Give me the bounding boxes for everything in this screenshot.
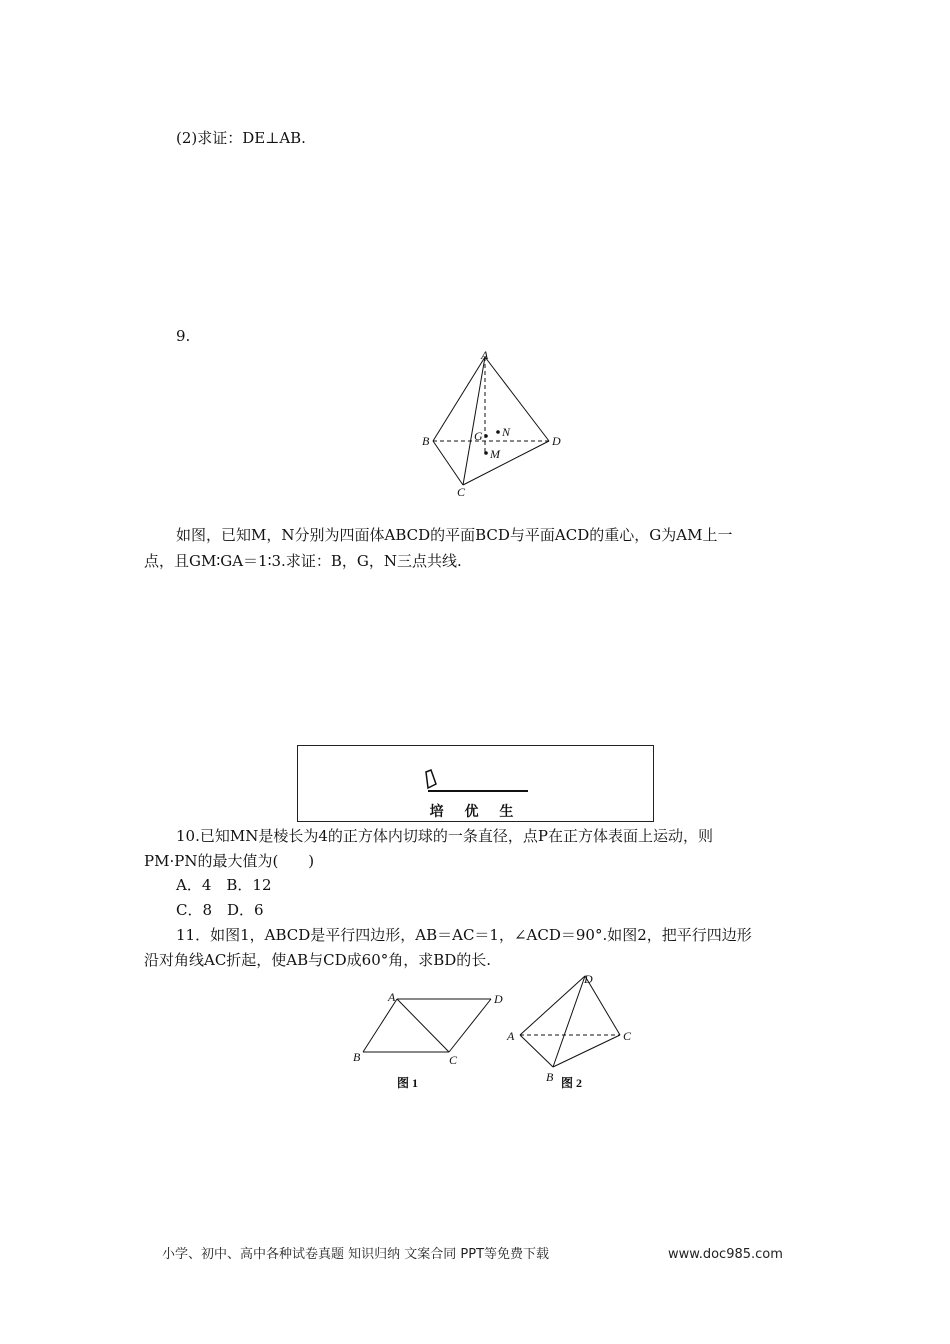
q9-number: 9. [176,327,191,345]
q9-text-line2: 点，且GM∶GA＝1∶3.求证：B，G，N三点共线. [144,552,462,570]
q11-text-line1: 11．如图1，ABCD是平行四边形，AB＝AC＝1，∠ACD＝90°.如图2，把平行四边形 [176,926,752,944]
q11-figure2-folded [500,970,645,1095]
label-d: D [552,434,561,448]
q10-text-line1: 10.已知MN是棱长为4的正方体内切球的一条直径，点P在正方体表面上运动，则 [176,827,713,845]
q10-text-line2: PM·PN的最大值为( ) [144,852,315,870]
q11-text-line2: 沿对角线AC折起，使AB与CD成60°角，求BD的长. [144,951,492,969]
q10-options-row1: A．4 B．12 [176,876,272,894]
fig1-label-a: A [388,990,396,1004]
fig2-label-b: B [546,1070,554,1084]
label-m: M [490,447,500,461]
banner-label: 培 优 生 [429,804,522,820]
section-banner [297,745,654,822]
footer-url[interactable]: www.doc985.com [668,1247,783,1262]
footer-text: 小学、初中、高中各种试卷真题 知识归纳 文案合同 PPT等免费下载 [162,1247,550,1262]
fig2-label-d: D [584,972,593,986]
point-m [484,451,488,455]
point-g [484,434,488,438]
fig2-label-a: A [507,1029,515,1043]
label-g: G [474,429,483,443]
fig1-label-c: C [449,1053,458,1067]
label-b: B [422,434,430,448]
label-n: N [502,425,511,439]
fig2-label-c: C [623,1029,632,1043]
q9-text-line1: 如图，已知M，N分别为四面体ABCD的平面BCD与平面ACD的重心，G为AM上一 [176,526,733,544]
fig1-label-b: B [353,1050,361,1064]
pencil-icon [422,768,530,794]
label-c: C [457,485,466,499]
q8-part2-text: (2)求证：DE⊥AB. [176,129,306,147]
fig2-caption: 图 2 [561,1076,583,1090]
q11-figure1-parallelogram [345,985,505,1095]
fig1-caption: 图 1 [397,1076,419,1090]
q9-tetrahedron-figure [415,345,575,500]
point-n [496,430,500,434]
fig1-label-d: D [494,992,503,1006]
label-a: A [481,348,489,362]
q10-options-row2: C．8 D．6 [176,901,264,919]
